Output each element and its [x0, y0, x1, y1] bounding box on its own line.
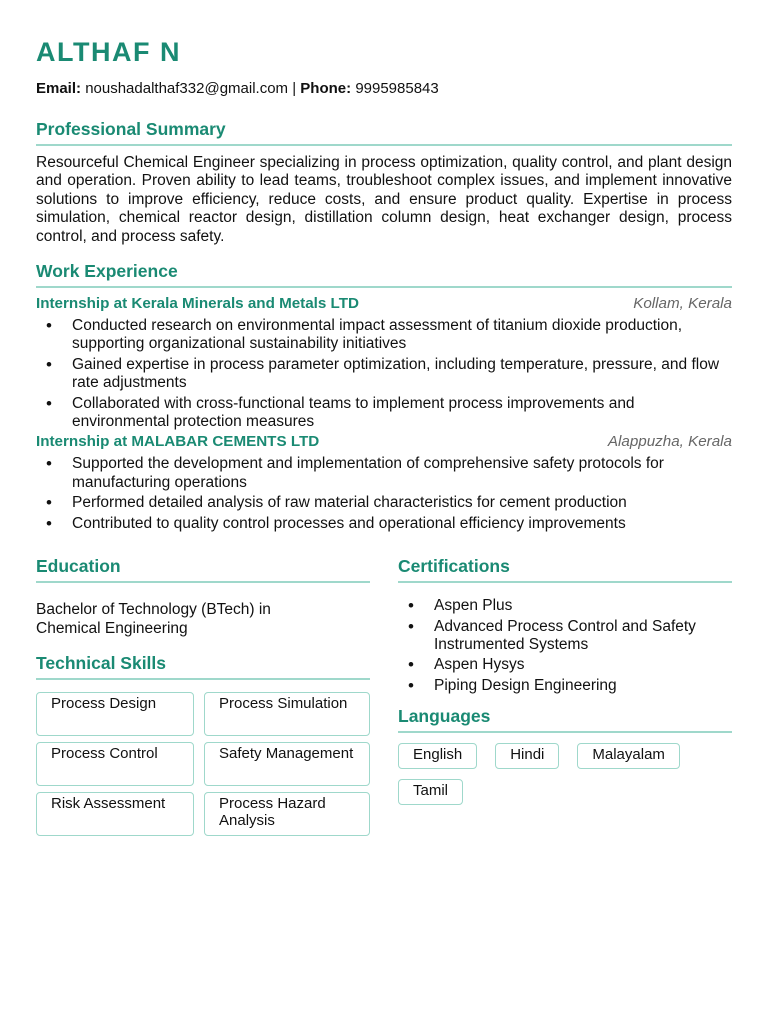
summary-text: Resourceful Chemical Engineer specializing in process optimization, quality control, and plant design and operation. Proven ability to lead teams, troubleshoot complex issues, and implement innovative solutions to improve efficiency, reduce costs, and ensure product quality. Expertise in process simulation, chemical reactor design, distillation column design, heat exchanger design, process control, and process safety.: [36, 154, 732, 245]
job-location: Kollam, Kerala: [633, 295, 732, 313]
job-bullets: [36, 317, 732, 431]
job-bullet: • Conducted research on environmental impact assessment of titanium dioxide production, supporting organizational sustainability initiatives: [36, 317, 732, 354]
skill-tag: Process Hazard Analysis: [204, 792, 370, 836]
two-column-section: [36, 555, 732, 836]
job-bullet: • Supported the development and implementation of comprehensive safety protocols for manufacturing operations: [36, 455, 732, 492]
job-bullet: • Contributed to quality control processes and operational efficiency improvements: [36, 515, 732, 533]
job-bullet: • Performed detailed analysis of raw material characteristics for cement production: [36, 494, 732, 512]
right-column: [398, 555, 732, 836]
job-entry: [36, 295, 732, 431]
language-tag: English: [398, 743, 477, 769]
phone-label: Phone:: [300, 80, 352, 97]
job-title: Internship at Kerala Minerals and Metals LTD: [36, 295, 359, 313]
email-label: Email:: [36, 80, 82, 97]
skills-title: Technical Skills: [36, 652, 370, 680]
language-tag: Malayalam: [577, 743, 680, 769]
job-bullet: • Collaborated with cross-functional teams to implement process improvements and environmental protection measures: [36, 395, 732, 432]
summary-section: [36, 118, 732, 246]
job-location: Alappuzha, Kerala: [607, 433, 732, 451]
experience-section: [36, 260, 732, 533]
skills-grid: [36, 692, 370, 836]
job-header: [36, 433, 732, 451]
language-tag: Hindi: [495, 743, 559, 769]
skill-tag: Process Simulation: [204, 692, 370, 736]
contact-line: [36, 80, 732, 98]
skill-tag: Risk Assessment: [36, 792, 194, 836]
skill-tag: Process Control: [36, 742, 194, 786]
candidate-name: ALTHAF N: [36, 37, 181, 67]
skill-tag: Process Design: [36, 692, 194, 736]
languages-list: [398, 743, 732, 805]
certifications-title: Certifications: [398, 555, 732, 583]
job-header: [36, 295, 732, 313]
education-title: Education: [36, 555, 370, 583]
job-entry: [36, 433, 732, 533]
job-bullets: [36, 455, 732, 533]
language-tag: Tamil: [398, 779, 463, 805]
experience-title: Work Experience: [36, 260, 732, 288]
left-column: [36, 555, 370, 836]
skill-tag: Safety Management: [204, 742, 370, 786]
certification-item: • Aspen Plus: [398, 597, 698, 615]
email-value: noushadalthaf332@gmail.com: [85, 80, 289, 97]
certification-item: • Aspen Hysys: [398, 656, 698, 674]
summary-title: Professional Summary: [36, 118, 732, 146]
education-degree: Bachelor of Technology (BTech) in Chemical Engineering: [36, 601, 271, 637]
contact-separator: |: [292, 80, 297, 97]
job-title: Internship at MALABAR CEMENTS LTD: [36, 433, 320, 451]
certification-item: • Advanced Process Control and Safety Instrumented Systems: [398, 618, 698, 655]
certification-item: • Piping Design Engineering: [398, 677, 698, 695]
phone-value: 9995985843: [355, 80, 439, 97]
languages-title: Languages: [398, 705, 732, 733]
certifications-list: [398, 597, 698, 695]
job-bullet: • Gained expertise in process parameter optimization, including temperature, pressure, and flow rate adjustments: [36, 356, 732, 393]
